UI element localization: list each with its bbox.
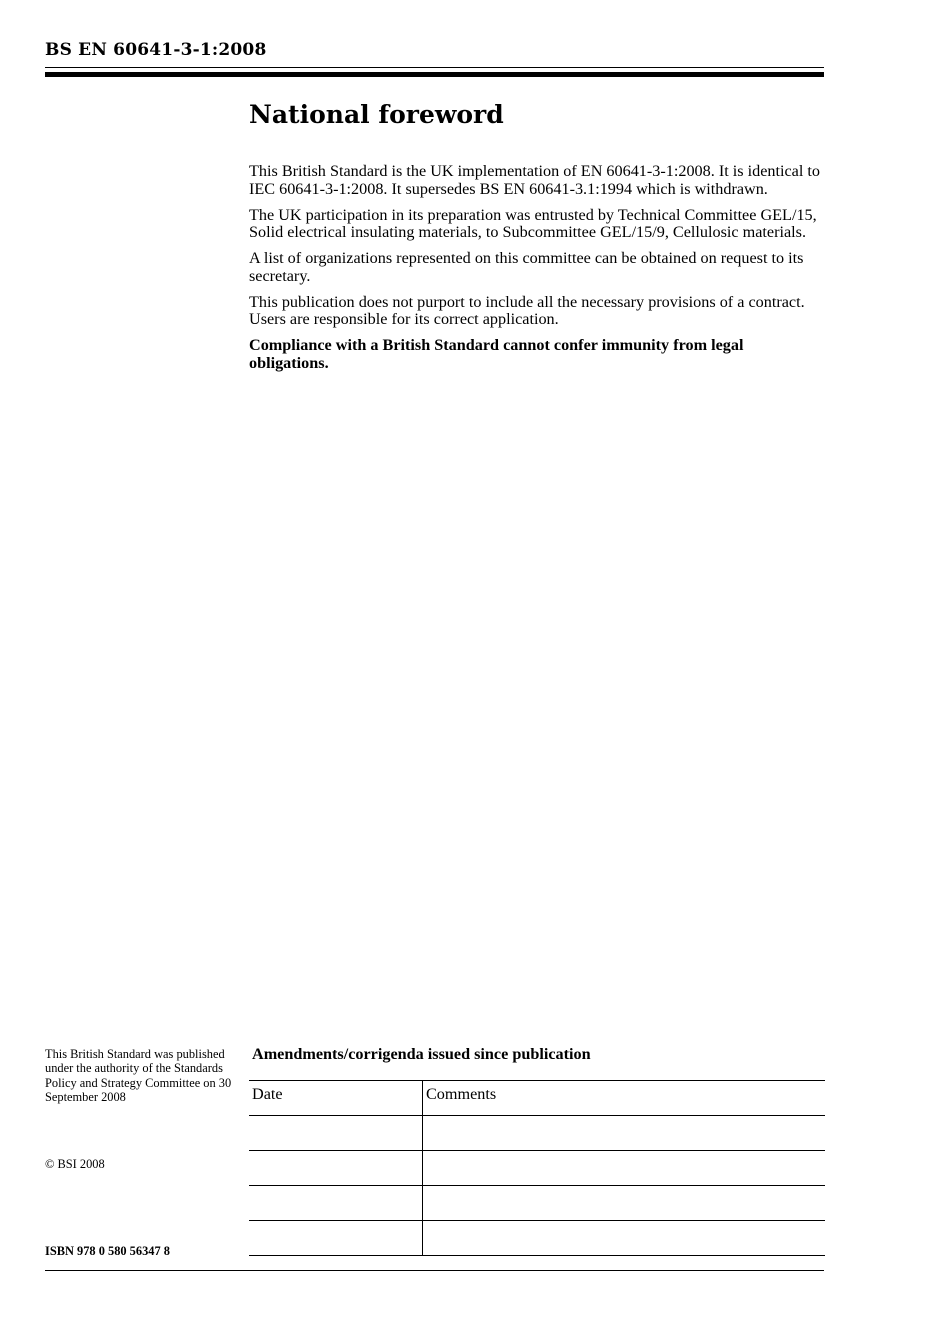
amendment-comment-cell (423, 1151, 826, 1186)
amendment-comment-cell (423, 1221, 826, 1256)
document-id: BS EN 60641-3-1:2008 (45, 40, 267, 60)
publication-note: This British Standard was published under the authority of the Standards Policy and Strategy Committee on 30 September 2008 (45, 1047, 232, 1104)
amendments-header-row (249, 1081, 825, 1116)
column-header-comments: Comments (423, 1081, 826, 1116)
foreword-body (249, 163, 825, 381)
foreword-paragraph-organizations: A list of organizations represented on this committee can be obtained on request to its secretary. (249, 249, 804, 285)
amendment-comment-cell (423, 1116, 826, 1151)
table-row (249, 1116, 825, 1151)
table-row (249, 1186, 825, 1221)
copyright-notice: © BSI 2008 (45, 1157, 105, 1171)
compliance-statement: Compliance with a British Standard cannot confer immunity from legal obligations. (249, 336, 744, 372)
header-rule-thick (45, 72, 824, 77)
table-row (249, 1151, 825, 1186)
footer-rule (45, 1270, 824, 1271)
amendment-date-cell (249, 1151, 423, 1186)
header-rule-thin (45, 67, 824, 68)
table-row (249, 1221, 825, 1256)
foreword-paragraph-implementation: This British Standard is the UK implementation of EN 60641-3-1:2008. It is identical to IEC 60641-3-1:2008. It supersedes BS EN 60641-3.1:1994 which is withdrawn. (249, 162, 820, 198)
amendments-heading: Amendments/corrigenda issued since publication (252, 1045, 591, 1063)
amendment-date-cell (249, 1116, 423, 1151)
amendment-comment-cell (423, 1186, 826, 1221)
isbn-number: ISBN 978 0 580 56347 8 (45, 1244, 170, 1258)
column-header-date: Date (249, 1081, 423, 1116)
amendment-date-cell (249, 1186, 423, 1221)
foreword-paragraph-committee: The UK participation in its preparation was entrusted by Technical Committee GEL/15, Solid electrical insulating materials, to Subcommittee GEL/15/9, Cellulosic materials. (249, 205, 817, 241)
amendments-table (249, 1080, 825, 1256)
foreword-paragraph-provisions: This publication does not purport to include all the necessary provisions of a contract. Users are responsible for its correct application. (249, 292, 805, 328)
amendment-date-cell (249, 1221, 423, 1256)
page-title: National foreword (249, 100, 504, 129)
